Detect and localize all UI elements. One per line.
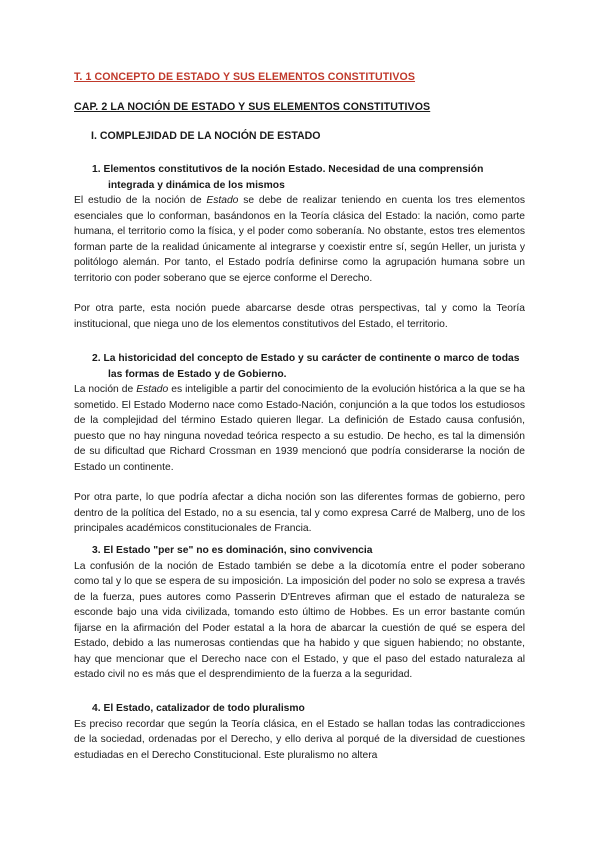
section-3-heading: 3. El Estado "per se" no es dominación, sino convivencia	[92, 545, 373, 556]
section-2-paragraph-1-emphasis: Estado	[136, 384, 169, 395]
section-2-paragraph-1-rest: es inteligible a partir del conocimiento de la evolución histórica a la que se ha sometido. El Estado Moderno nace como Estado-Nación, conjunción a la que todos los estudiosos de la complejidad del término Estado quieren llegar. La definición de Estado causa confusión, puesto que no hay ninguna novedad teórica respecto a su estudio. De hecho, es tal la dimensión de su dificultad que Richard Crossman en 1939 mencionó que podría considerarse la noción de Estado un continente.	[74, 384, 525, 473]
section-2	[74, 351, 525, 537]
topic-title: T. 1 CONCEPTO DE ESTADO Y SUS ELEMENTOS CONSTITUTIVOS	[74, 71, 416, 83]
section-2-heading: 2. La historicidad del concepto de Estado y su carácter de continente o marco de todas las formas de Estado y de Gobierno.	[92, 353, 520, 380]
section-2-paragraph-2: Por otra parte, lo que podría afectar a dicha noción son las diferentes formas de gobierno, pero dentro de la política del Estado, no a su esencia, tal y como expresa Carré de Malberg, uno de los principales académicos constitucionales de Francia.	[74, 492, 525, 534]
section-1-paragraph-1-emphasis: Estado	[206, 195, 239, 206]
section-1-paragraph-1-start: El estudio de la noción de	[74, 195, 207, 206]
section-3-paragraph-1: La confusión de la noción de Estado también se debe a la dicotomía entre el poder soberano como tal y lo que se espera de su imposición. La imposición del poder no solo se expresa a través de la fuerza, pues autores como Passerin D'Entreves afirman que el estado de naturaleza se esconde bajo una vida civilizada, tomando esto último de Hobbes. Es un error bastante común fijarse en la afirmación del Poder estatal a la hora de abarcar la cuestión de qué se espera del Estado, debido a las numerosas contiendas que ha habido y que siguen habiendo; no obstante, hay que mencionar que el Derecho nace con el Estado, y que el paso del estado naturaleza al estado civil no es más que el desprendimiento de la fuerza a la seguridad.	[74, 560, 525, 680]
section-1-heading: 1. Elementos constitutivos de la noción Estado. Necesidad de una comprensión integrada y dinámica de los mismos	[92, 164, 484, 191]
section-1-paragraph-1-rest: se debe de realizar teniendo en cuenta los tres elementos esenciales que lo conforman, basándonos en la Teoría clásica del Estado: la nación, como parte humana, el territorio como la física, y el poder como soberanía. No obstante, estos tres elementos forman parte de la realidad únicamente al integrarse y coexistir entre sí, según Heller, un jurista y politólogo alemán. Por tanto, el Estado podría definirse como la agrupación humana sobre un territorio con poder soberano que se ejerce conforme el Derecho.	[74, 195, 525, 284]
section-4	[74, 701, 525, 763]
section-1-paragraph-2: Por otra parte, esta noción puede abarcarse desde otras perspectivas, tal y como la Teoría institucional, que niega uno de los elementos constitutivos del Estado, el territorio.	[74, 303, 525, 330]
section-1	[74, 162, 525, 332]
chapter-title: CAP. 2 LA NOCIÓN DE ESTADO Y SUS ELEMENTOS CONSTITUTIVOS	[74, 101, 431, 113]
section-2-paragraph-1-start: La noción de	[74, 384, 137, 395]
section-1-paragraph-1	[74, 193, 525, 286]
section-3	[74, 543, 525, 683]
section-2-paragraph-1	[74, 382, 525, 475]
section-4-paragraph-1: Es preciso recordar que según la Teoría clásica, en el Estado se hallan todas las contradicciones de la sociedad, ordenadas por el Derecho, y ello deriva al porqué de la diversidad de cuestiones estudiadas en el Derecho Constitucional. Este pluralismo no altera	[74, 718, 525, 761]
section-4-heading: 4. El Estado, catalizador de todo pluralismo	[92, 703, 305, 714]
section-title: I. COMPLEJIDAD DE LA NOCIÓN DE ESTADO	[91, 130, 321, 142]
